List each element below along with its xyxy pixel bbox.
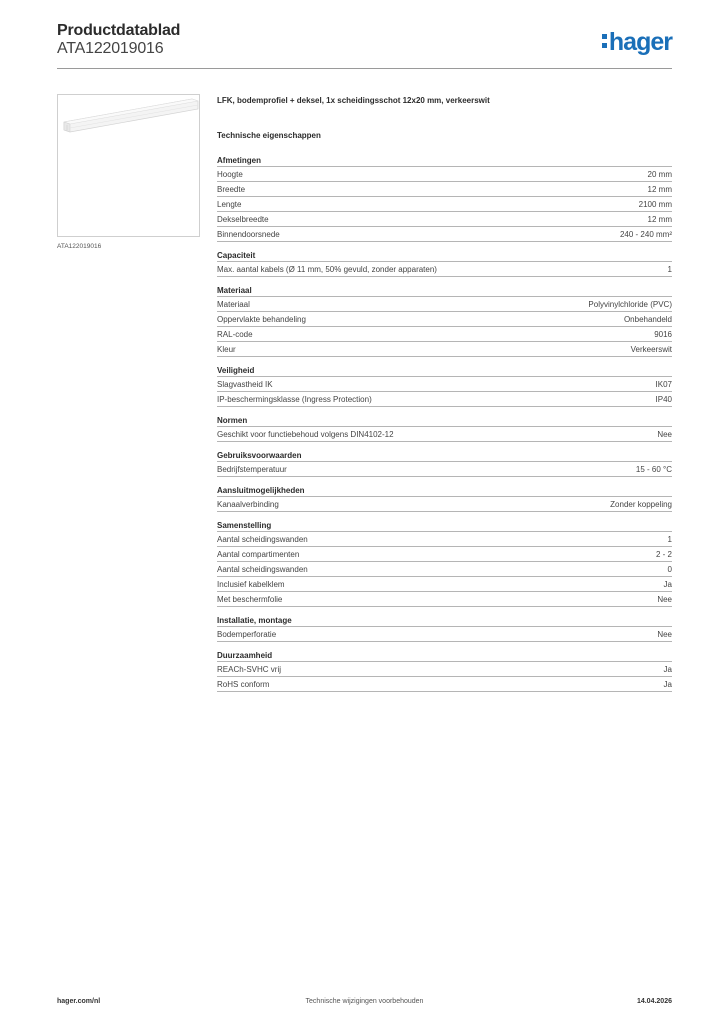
spec-value: 12 mm — [647, 184, 672, 194]
spec-value: Ja — [663, 579, 672, 589]
spec-value: Nee — [657, 594, 672, 604]
spec-label: Bedrijfstemperatuur — [217, 464, 287, 474]
spec-row — [217, 261, 672, 277]
spec-value: 12 mm — [647, 214, 672, 224]
spec-value: Nee — [657, 429, 672, 439]
spec-section — [217, 615, 672, 642]
spec-row — [217, 626, 672, 642]
spec-value: Zonder koppeling — [610, 499, 672, 509]
spec-rows — [217, 296, 672, 357]
product-description: LFK, bodemprofiel + deksel, 1x scheidingsschot 12x20 mm, verkeerswit — [217, 96, 490, 105]
spec-label: Lengte — [217, 199, 242, 209]
image-caption: ATA122019016 — [57, 243, 102, 250]
footer-notice: Technische wijzigingen voorbehouden — [305, 998, 424, 1005]
section-title: Samenstelling — [217, 521, 272, 530]
spec-label: Binnendoorsnede — [217, 229, 280, 239]
cable-duct-illustration — [58, 95, 199, 236]
spec-row — [217, 296, 672, 311]
spec-rows — [217, 426, 672, 442]
spec-value: Ja — [663, 664, 672, 674]
header-divider — [57, 68, 672, 69]
spec-label: Dekselbreedte — [217, 214, 269, 224]
spec-row — [217, 561, 672, 576]
section-title: Veiligheid — [217, 366, 255, 375]
spec-section — [217, 365, 672, 407]
logo-text: hager — [608, 28, 672, 56]
spec-label: Aantal scheidingswanden — [217, 534, 308, 544]
spec-rows — [217, 461, 672, 477]
spec-label: IP-beschermingsklasse (Ingress Protection) — [217, 394, 372, 404]
spec-label: Max. aantal kabels (Ø 11 mm, 50% gevuld, zonder apparaten) — [217, 264, 437, 274]
spec-value: 15 - 60 °C — [635, 464, 672, 474]
spec-label: Kleur — [217, 344, 236, 354]
spec-row — [217, 496, 672, 512]
spec-row — [217, 181, 672, 196]
spec-row — [217, 196, 672, 211]
product-code: ATA122019016 — [57, 40, 164, 57]
spec-label: Kanaalverbinding — [217, 499, 279, 509]
spec-row — [217, 576, 672, 591]
spec-section — [217, 415, 672, 442]
spec-label: Aantal scheidingswanden — [217, 564, 308, 574]
spec-row — [217, 426, 672, 442]
spec-label: Aantal compartimenten — [217, 549, 300, 559]
spec-rows — [217, 626, 672, 642]
spec-row — [217, 661, 672, 676]
section-title: Capaciteit — [217, 251, 256, 260]
spec-section — [217, 285, 672, 357]
spec-value: Ja — [663, 679, 672, 689]
footer-website: hager.com/nl — [57, 998, 101, 1005]
spec-section — [217, 520, 672, 607]
section-title: Afmetingen — [217, 156, 261, 165]
spec-row — [217, 376, 672, 391]
spec-value: 2 - 2 — [655, 549, 672, 559]
section-title: Normen — [217, 416, 248, 425]
section-title: Gebruiksvoorwaarden — [217, 451, 302, 460]
spec-rows — [217, 376, 672, 407]
section-title: Duurzaamheid — [217, 651, 273, 660]
section-title: Aansluitmogelijkheden — [217, 486, 305, 495]
spec-value: IK07 — [655, 379, 672, 389]
spec-row — [217, 211, 672, 226]
spec-label: Inclusief kabelklem — [217, 579, 285, 589]
spec-row — [217, 326, 672, 341]
spec-value: 20 mm — [647, 169, 672, 179]
spec-value: 1 — [667, 264, 672, 274]
product-image — [57, 94, 200, 237]
section-title: Materiaal — [217, 286, 252, 295]
spec-row — [217, 591, 672, 607]
spec-row — [217, 461, 672, 477]
spec-value: Polyvinylchloride (PVC) — [588, 299, 672, 309]
page-header — [57, 20, 672, 68]
spec-rows — [217, 531, 672, 607]
spec-section — [217, 450, 672, 477]
spec-label: Slagvastheid IK — [217, 379, 273, 389]
spec-label: Materiaal — [217, 299, 250, 309]
spec-value: Verkeerswit — [630, 344, 672, 354]
spec-label: Met beschermfolie — [217, 594, 283, 604]
spec-row — [217, 546, 672, 561]
spec-value: Nee — [657, 629, 672, 639]
spec-label: Bodemperforatie — [217, 629, 277, 639]
footer-date: 14.04.2026 — [636, 998, 672, 1005]
spec-value: 0 — [667, 564, 672, 574]
hager-logo — [602, 28, 672, 57]
spec-value: 240 - 240 mm² — [619, 229, 672, 239]
spec-sections — [217, 155, 672, 692]
spec-label: Geschikt voor functiebehoud volgens DIN4102-12 — [217, 429, 394, 439]
spec-section — [217, 650, 672, 692]
spec-label: RAL-code — [217, 329, 253, 339]
section-title: Installatie, montage — [217, 616, 292, 625]
spec-label: Breedte — [217, 184, 246, 194]
spec-rows — [217, 496, 672, 512]
spec-value: Onbehandeld — [623, 314, 672, 324]
spec-rows — [217, 261, 672, 277]
logo-dots-icon — [602, 34, 608, 52]
page-footer — [57, 998, 672, 1010]
spec-section — [217, 155, 672, 242]
spec-rows — [217, 166, 672, 242]
spec-value: IP40 — [655, 394, 672, 404]
specs-heading: Technische eigenschappen — [217, 131, 321, 140]
spec-row — [217, 341, 672, 357]
spec-value: 2100 mm — [638, 199, 672, 209]
spec-rows — [217, 661, 672, 692]
spec-label: Hoogte — [217, 169, 243, 179]
spec-value: 1 — [667, 534, 672, 544]
spec-row — [217, 391, 672, 407]
document-title: Productdatablad — [57, 22, 181, 39]
spec-row — [217, 166, 672, 181]
spec-row — [217, 676, 672, 692]
spec-row — [217, 531, 672, 546]
spec-section — [217, 485, 672, 512]
spec-label: Oppervlakte behandeling — [217, 314, 306, 324]
spec-section — [217, 250, 672, 277]
spec-content — [217, 96, 672, 700]
spec-label: REACh-SVHC vrij — [217, 664, 282, 674]
spec-value: 9016 — [654, 329, 672, 339]
spec-label: RoHS conform — [217, 679, 270, 689]
spec-row — [217, 226, 672, 242]
spec-row — [217, 311, 672, 326]
